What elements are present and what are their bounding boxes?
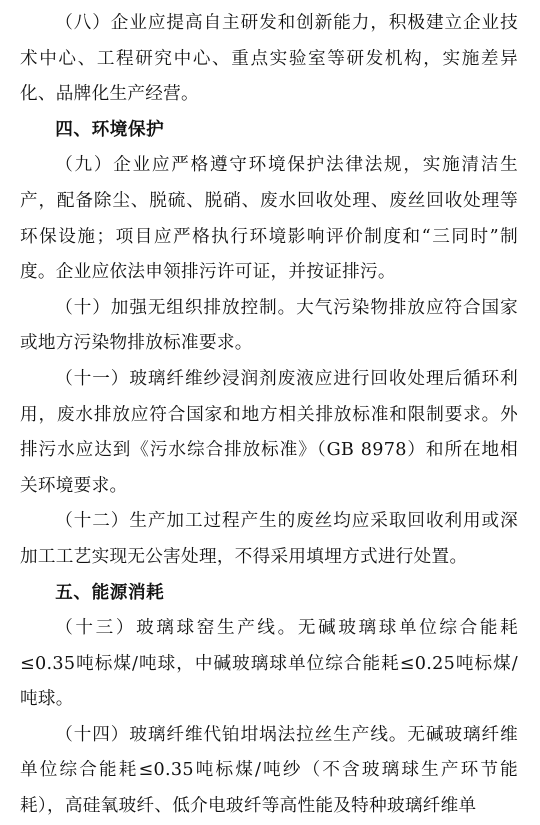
section-heading-environment: 四、环境保护: [55, 119, 165, 140]
section-heading-energy: 五、能源消耗: [55, 582, 165, 603]
paragraph-9: （九）企业应严格遵守环境保护法律法规，实施清洁生产，配备除尘、脱硫、脱硝、废水回收处理、废丝回收处理等环保设施；项目应严格执行环境影响评价制度和“三同时”制度。企业应依法申领排污许可证，并按证排污。: [20, 155, 518, 283]
paragraph-12: （十二）生产加工过程产生的废丝均应采取回收利用或深加工工艺实现无公害处理，不得采用填埋方式进行处置。: [20, 511, 518, 567]
paragraph-8: （八）企业应提高自主研发和创新能力，积极建立企业技术中心、工程研究中心、重点实验室等研发机构，实施差异化、品牌化生产经营。: [20, 13, 518, 105]
paragraph-11: （十一）玻璃纤维纱浸润剂废液应进行回收处理后循环利用，废水排放应符合国家和地方相关排放标准和限制要求。外排污水应达到《污水综合排放标准》（GB 8978）和所在地相关环境要求。: [20, 368, 518, 496]
paragraph-14: （十四）玻璃纤维代铂坩埚法拉丝生产线。无碱玻璃纤维单位综合能耗≤0.35吨标煤/吨纱（不含玻璃球生产环节能耗），高硅氧玻纤、低介电玻纤等高性能及特种玻璃纤维单: [20, 724, 518, 817]
paragraph-10: （十）加强无组织排放控制。大气污染物排放应符合国家或地方污染物排放标准要求。: [20, 297, 518, 354]
paragraph-13: （十三）玻璃球窑生产线。无碱玻璃球单位综合能耗≤0.35吨标煤/吨球，中碱玻璃球单位综合能耗≤0.25吨标煤/吨球。: [20, 618, 518, 710]
